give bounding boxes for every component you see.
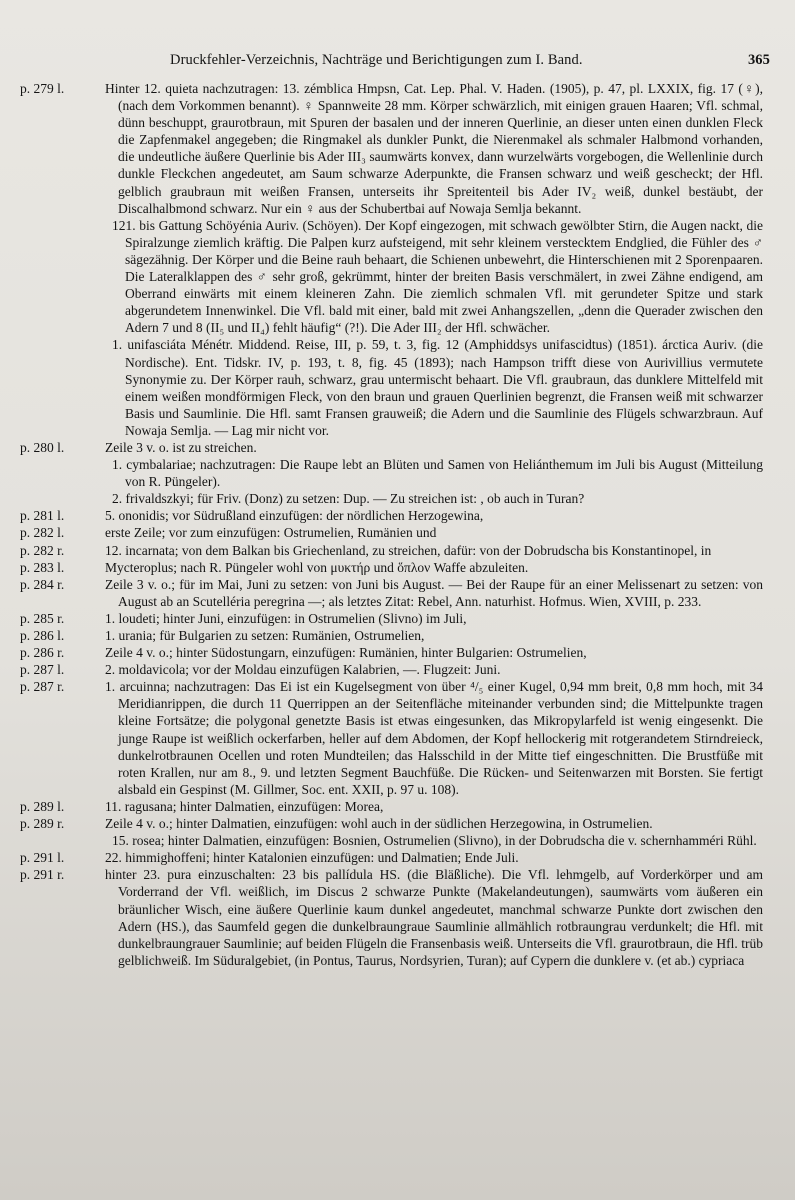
correction-entry bbox=[0, 559, 795, 576]
correction-entry bbox=[0, 80, 795, 439]
page-reference: p. 282 l. bbox=[20, 525, 65, 541]
page-reference: p. 287 r. bbox=[20, 679, 65, 695]
entry-text: Hinter 12. quieta nachzutragen: 13. zémblica Hmpsn, Cat. Lep. Phal. V. Haden. (1905), p. 47, pl. LXXIX, fig. 17 (♀), (nach dem Vorkommen benannt). ♀ Spannweite 28 mm. Körper schwärzlich, mit einigen grauen Haaren; Vfl. schmal, dünn beschuppt, graurotbraun, mit Spuren der basalen und der inneren Querlinie, an dieser unten einen dunklen Fleck die Zapfenmakel angegeben; die Ringmakel als dunkler Punkt, die Nierenmakel als schmaler Halbmond vorhanden, die undeutliche äußere Querlinie bis Ader III₃ saumwärts konvex, dann wurzelwärts vorgebogen, die Wellenlinie durch dunkle Fleckchen angedeutet, am Saum schwarze Aderpunkte, die Fransen schwarz und weiß gescheckt; der Hfl. gelblich graubraun mit weißen Fransen, unterseits ihr Spreitenteil bis Ader IV₂ weiß, dunkel bestäubt, der Discalhalbmond schwarz. Nur ein ♀ aus der Schubertbai auf Nowaja Semlja bekannt. bbox=[105, 81, 763, 216]
correction-entry bbox=[0, 576, 795, 610]
correction-entry bbox=[0, 661, 795, 678]
page-reference: p. 280 l. bbox=[20, 439, 65, 455]
correction-entry bbox=[0, 644, 795, 661]
entry-text: 1. urania; für Bulgarien zu setzen: Rumänien, Ostrumelien, bbox=[105, 628, 425, 643]
entry-text: 1. loudeti; hinter Juni, einzufügen: in Ostrumelien (Slivno) im Juli, bbox=[105, 610, 467, 626]
page-reference: p. 281 l. bbox=[20, 508, 65, 524]
correction-entry bbox=[0, 849, 795, 866]
page-reference: p. 289 l. bbox=[20, 798, 65, 814]
page-reference: p. 279 l. bbox=[20, 81, 65, 96]
entry-text: 1. arcuinna; nachzutragen: Das Ei ist ein Kugelsegment von über ⁴/₅ einer Kugel, 0,94 mm breit, 0,8 mm hoch, mit 34 Meridianrippen, die durch 11 Querrippen an der Seitenfläche miteinander verbunden sind; die Mittelpunkte tragen kleine Fortsätze; die polygonal genetzte Basis ist etwas eingesunken, das Mikropylarfeld ist wenig eingesenkt. Die junge Raupe ist weißlich ockerfarben, heller auf dem Abdomen, der Kopf hellockerig mit rotgerandetem Stirndreieck, dunkelrotbraunen Ocellen und roten Mundteilen; das Halsschild in der Mitte tief eingeschnitten. Die Brustfüße mit roten Krallen, nur am 8., 9. und letzten Segment Bauchfüße. Die Rücken- und Seitenwarzen mit Borsten. Sie fertigt alsbald ein Gespinst (M. Gillmer, Soc. ent. XXII, p. 97 u. 108). bbox=[105, 679, 763, 797]
page-reference: p. 291 l. bbox=[20, 850, 65, 866]
header-title: Druckfehler-Verzeichnis, Nachträge und Berichtigungen zum I. Band. bbox=[170, 52, 583, 68]
entry-text: 5. ononidis; vor Südrußland einzufügen: der nördlichen Herzogewina, bbox=[105, 508, 484, 524]
entry-text: erste Zeile; vor zum einzufügen: Ostrumelien, Rumänien und bbox=[105, 525, 437, 541]
entry-text: hinter 23. pura einzuschalten: 23 bis pallídula HS. (die Bläßliche). Die Vfl. lehmgelb, auf Vorderkörper und am Vorderrand der Vfl. weißlich, im Discus 2 schwarze Punkte (Makelandeutungen), saumwärts vom äußeren ein bräunlicher Wisch, eine äußere Querlinie kaum dunkel angedeutet, manchmal schwarze Punkte dort zwischen den Adern (HS.), das Saumfeld gegen die dunkelbraungraue Saumlinie allmählich rotbraungrau verdunkelt; die Hfl. mit dunkelbraungrauer Saumlinie; auf beiden Flügeln die Fransenbasis weiß. Unterseits die Vfl. graurotbraun, die Hfl. trüb gelblichweiß. Im Süduralgebiet, (in Pontus, Taurus, Nordsyrien, Turan); auf Cypern die dunklere v. (et ab.) cypriaca bbox=[105, 867, 763, 968]
entry-text: Zeile 3 v. o. ist zu streichen. bbox=[105, 439, 257, 455]
correction-entry bbox=[0, 542, 795, 559]
entry-text: 15. rosea; hinter Dalmatien, einzufügen: Bosnien, Ostrumelien (Slivno), in der Dobrudscha die v. schernhamméri Rühl. bbox=[112, 833, 757, 849]
correction-entry bbox=[0, 507, 795, 524]
page-reference: p. 289 r. bbox=[20, 816, 65, 832]
entry-text: 1. unifasciáta Ménétr. Middend. Reise, III, p. 59, t. 3, fig. 12 (Amphiddsys unifascidtus) (1851). árctica Auriv. (die Nordische). Ent. Tidskr. IV, p. 193, t. 8, fig. 45 (1893); nach Hampson trifft diese von Aurivillius vermutete Synonymie zu. Der Körper rauh, schwarz, grau untermischt behaart. Die Vfl. graubraun, das dunklere Mittelfeld mit einem weißen mondförmigen Fleck, von den braun und grauen Querlinien begrenzt, die Fransen weiß mit schwarzer Basis und Saumlinie. Die Hfl. samt Fransen grauweiß; die Adern und die Saumlinie des Flügels schwarzbraun. Auf Nowaja Semlja. — Lag mir nicht vor. bbox=[112, 337, 763, 438]
entry-text: Zeile 4 v. o.; hinter Dalmatien, einzufügen: wohl auch in der südlichen Herzegowina, in Ostrumelien. bbox=[105, 816, 653, 832]
correction-entry bbox=[0, 866, 795, 969]
page-reference: p. 282 r. bbox=[20, 542, 65, 558]
entry-text: 12. incarnata; von dem Balkan bis Griechenland, zu streichen, dafür: von der Dobrudscha bis Konstantinopel, in bbox=[105, 542, 712, 558]
entry-text: Zeile 3 v. o.; für im Mai, Juni zu setzen: von Juni bis August. — Bei der Raupe für an einer Melissenart zu setzen: von August ab an Scutelléria peregrina —; als letztes Zitat: Rebel, Ann. naturhist. Hofmus. Wien, XVIII, p. 233. bbox=[105, 576, 763, 609]
page-reference: p. 286 r. bbox=[20, 645, 65, 661]
page-reference: p. 287 l. bbox=[20, 662, 65, 678]
running-header bbox=[170, 52, 770, 69]
page-number: 365 bbox=[747, 52, 770, 68]
correction-entry bbox=[0, 678, 795, 798]
correction-entry bbox=[0, 524, 795, 541]
page-reference: p. 283 l. bbox=[20, 559, 65, 575]
entry-text: 2. frivaldszkyi; für Friv. (Donz) zu setzen: Dup. — Zu streichen ist: , ob auch in Turan? bbox=[112, 491, 585, 507]
entry-text: 1. cymbalariae; nachzutragen: Die Raupe lebt an Blüten und Samen von Heliánthemum im Juli bis August (Mitteilung von R. Püngeler). bbox=[112, 457, 763, 490]
page-reference: p. 286 l. bbox=[20, 628, 65, 643]
correction-entry bbox=[0, 439, 795, 507]
entry-text: 121. bis Gattung Schöyénia Auriv. (Schöyen). Der Kopf eingezogen, mit schwach gewölbter Stirn, die Augen nackt, die Spiralzunge ziemlich kräftig. Die Palpen kurz aufsteigend, mit sehr kleinem verstecktem Endglied, die Fühler des ♂ sägezähnig. Der Körper und die Beine rauh behaart, die Schienen unbewehrt, die Hinterschienen mit 2 Sporenpaaren. Die Lateralklappen des ♂ sehr groß, gekrümmt, hinter der breiten Basis verschmälert, in zwei Zähne endigend, am Oberrand einwärts mit einem kleineren Zahn. Die ziemlich schmalen Vfl. mit gerundeter Spitze und stark abgerundetem Innenwinkel. Die Vfl. bald mit einer, bald mit zwei Anhangszellen, „denn die Querader zwischen den Adern 7 und 8 (II₅ und II₄) fehlt häufig“ (?!). Die Ader III₂ der Hfl. schwächer. bbox=[112, 217, 763, 336]
entry-text: 2. moldavicola; vor der Moldau einzufügen Kalabrien, —. Flugzeit: Juni. bbox=[105, 662, 501, 678]
page-reference: p. 291 r. bbox=[20, 867, 65, 883]
page-reference: p. 284 r. bbox=[20, 576, 65, 592]
page-reference: p. 285 r. bbox=[20, 610, 65, 626]
entry-text: Zeile 4 v. o.; hinter Südostungarn, einzufügen: Rumänien, hinter Bulgarien: Ostrumelien, bbox=[105, 645, 587, 661]
correction-entry bbox=[0, 815, 795, 849]
entry-text: Mycteroplus; nach R. Püngeler wohl von μυκτήρ und ὅπλον Waffe abzuleiten. bbox=[105, 559, 529, 575]
correction-entry bbox=[0, 610, 795, 627]
corrections-list bbox=[0, 80, 795, 969]
entry-text: 11. ragusana; hinter Dalmatien, einzufügen: Morea, bbox=[105, 798, 384, 814]
correction-entry bbox=[0, 627, 795, 644]
correction-entry bbox=[0, 798, 795, 815]
entry-text: 22. himmighoffeni; hinter Katalonien einzufügen: und Dalmatien; Ende Juli. bbox=[105, 850, 519, 866]
